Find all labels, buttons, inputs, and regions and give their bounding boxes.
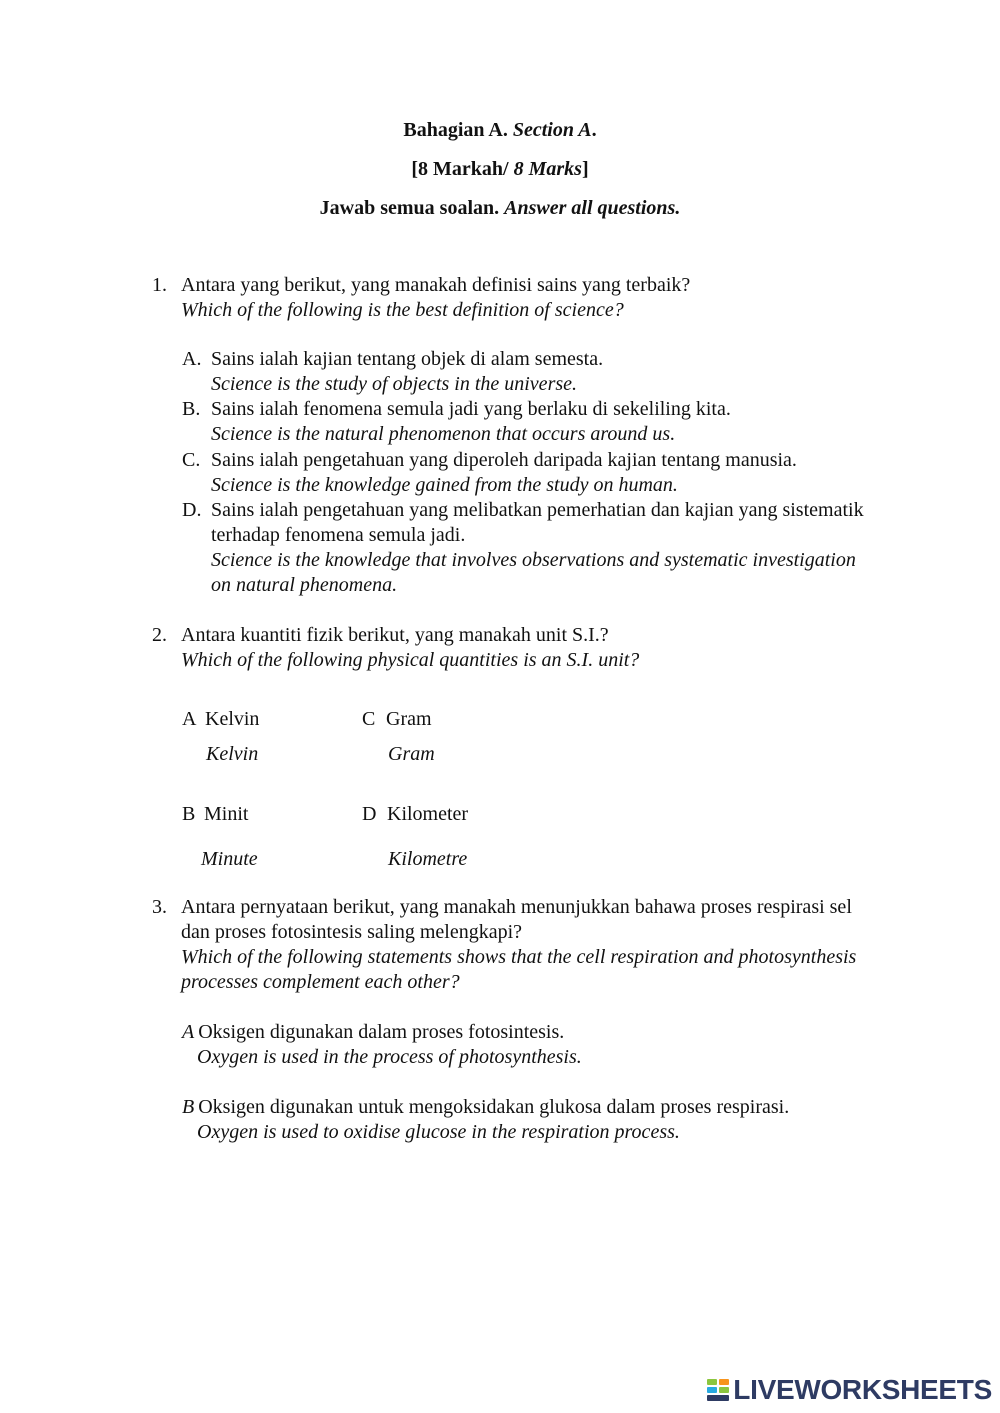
option-letter: D. <box>182 499 202 521</box>
question-1 <box>152 273 690 323</box>
q1-option-b <box>182 397 731 447</box>
q2-option-c-bm: Gram <box>386 708 432 730</box>
option-text-bm: terhadap fenomena semula jadi. <box>211 524 466 546</box>
marks-heading-en: 8 Marks <box>513 158 582 180</box>
option-letter: B. <box>182 398 201 420</box>
question-3 <box>152 895 856 995</box>
option-text-en: Science is the study of objects in the universe. <box>211 373 578 395</box>
question-text-bm: Antara yang berikut, yang manakah definisi sains yang terbaik? <box>181 274 691 296</box>
option-text-bm: Oksigen digunakan untuk mengoksidakan glukosa dalam proses respirasi. <box>198 1096 790 1118</box>
liveworksheets-logo-icon <box>706 1378 730 1402</box>
question-text-bm: Antara pernyataan berikut, yang manakah menunjukkan bahawa proses respirasi sel <box>181 896 852 918</box>
section-heading <box>0 118 1000 143</box>
q2-option-a-bm: Kelvin <box>205 708 260 730</box>
option-text-bm: Sains ialah fenomena semula jadi yang berlaku di sekeliling kita. <box>211 398 731 420</box>
option-text-bm: Oksigen digunakan dalam proses fotosintesis. <box>198 1021 565 1043</box>
instruction-en: Answer all questions. <box>504 197 681 219</box>
q1-option-c <box>182 448 797 498</box>
q2-option-a-letter: A <box>182 708 197 730</box>
question-2 <box>152 623 639 673</box>
q2-option-d-letter: D <box>362 803 377 825</box>
marks-heading-close: ] <box>581 158 589 180</box>
option-text-bm: Sains ialah pengetahuan yang diperoleh daripada kajian tentang manusia. <box>211 449 797 471</box>
option-letter: A. <box>182 348 202 370</box>
q2-option-b-bm: Minit <box>204 803 249 825</box>
q2-option-a-en: Kelvin <box>206 743 259 765</box>
option-text-en: on natural phenomena. <box>211 574 398 596</box>
instruction-bm: Jawab semua soalan. <box>319 197 505 219</box>
liveworksheets-logo-text: LIVEWORKSHEETS <box>733 1374 992 1405</box>
q2-option-d-bm: Kilometer <box>387 803 469 825</box>
question-text-en: Which of the following is the best definition of science? <box>181 299 624 321</box>
question-text-en: Which of the following statements shows that the cell respiration and photosynthesis <box>181 946 857 968</box>
question-number: 3. <box>152 896 167 918</box>
option-text-en: Science is the knowledge that involves observations and systematic investigation <box>211 549 856 571</box>
question-number: 2. <box>152 624 167 646</box>
question-text-bm: Antara kuantiti fizik berikut, yang manakah unit S.I.? <box>181 624 609 646</box>
option-letter: B <box>182 1096 195 1118</box>
q1-option-d <box>182 498 864 598</box>
q2-option-b-letter: B <box>182 803 196 825</box>
q1-option-a <box>182 347 603 397</box>
section-heading-bm: Bahagian A. <box>403 119 513 141</box>
q3-option-b <box>182 1095 789 1145</box>
option-text-en: Oxygen is used to oxidise glucose in the respiration process. <box>197 1121 680 1143</box>
marks-heading-bm: [8 Markah/ <box>411 158 514 180</box>
option-letter: C. <box>182 449 201 471</box>
option-letter: A <box>182 1021 195 1043</box>
section-heading-en: Section A <box>512 119 592 141</box>
question-text-en: Which of the following physical quantities is an S.I. unit? <box>181 649 640 671</box>
option-text-bm: Sains ialah kajian tentang objek di alam semesta. <box>211 348 604 370</box>
q3-option-a <box>182 1020 582 1070</box>
question-text-bm: dan proses fotosintesis saling melengkapi? <box>181 921 523 943</box>
q2-option-c-en: Gram <box>388 743 435 765</box>
instruction-heading <box>0 196 1000 221</box>
q2-option-b-en: Minute <box>201 848 258 870</box>
section-heading-period: . <box>591 119 597 141</box>
option-text-en: Science is the natural phenomenon that occurs around us. <box>211 423 676 445</box>
q2-option-d-en: Kilometre <box>388 848 468 870</box>
q2-option-c-letter: C <box>362 708 376 730</box>
question-text-en: processes complement each other? <box>181 971 460 993</box>
option-text-en: Science is the knowledge gained from the study on human. <box>211 474 678 496</box>
question-number: 1. <box>152 274 167 296</box>
liveworksheets-logo[interactable] <box>706 1376 992 1404</box>
option-text-bm: Sains ialah pengetahuan yang melibatkan pemerhatian dan kajian yang sistematik <box>211 499 864 521</box>
option-text-en: Oxygen is used in the process of photosynthesis. <box>197 1046 582 1068</box>
marks-heading <box>0 157 1000 182</box>
